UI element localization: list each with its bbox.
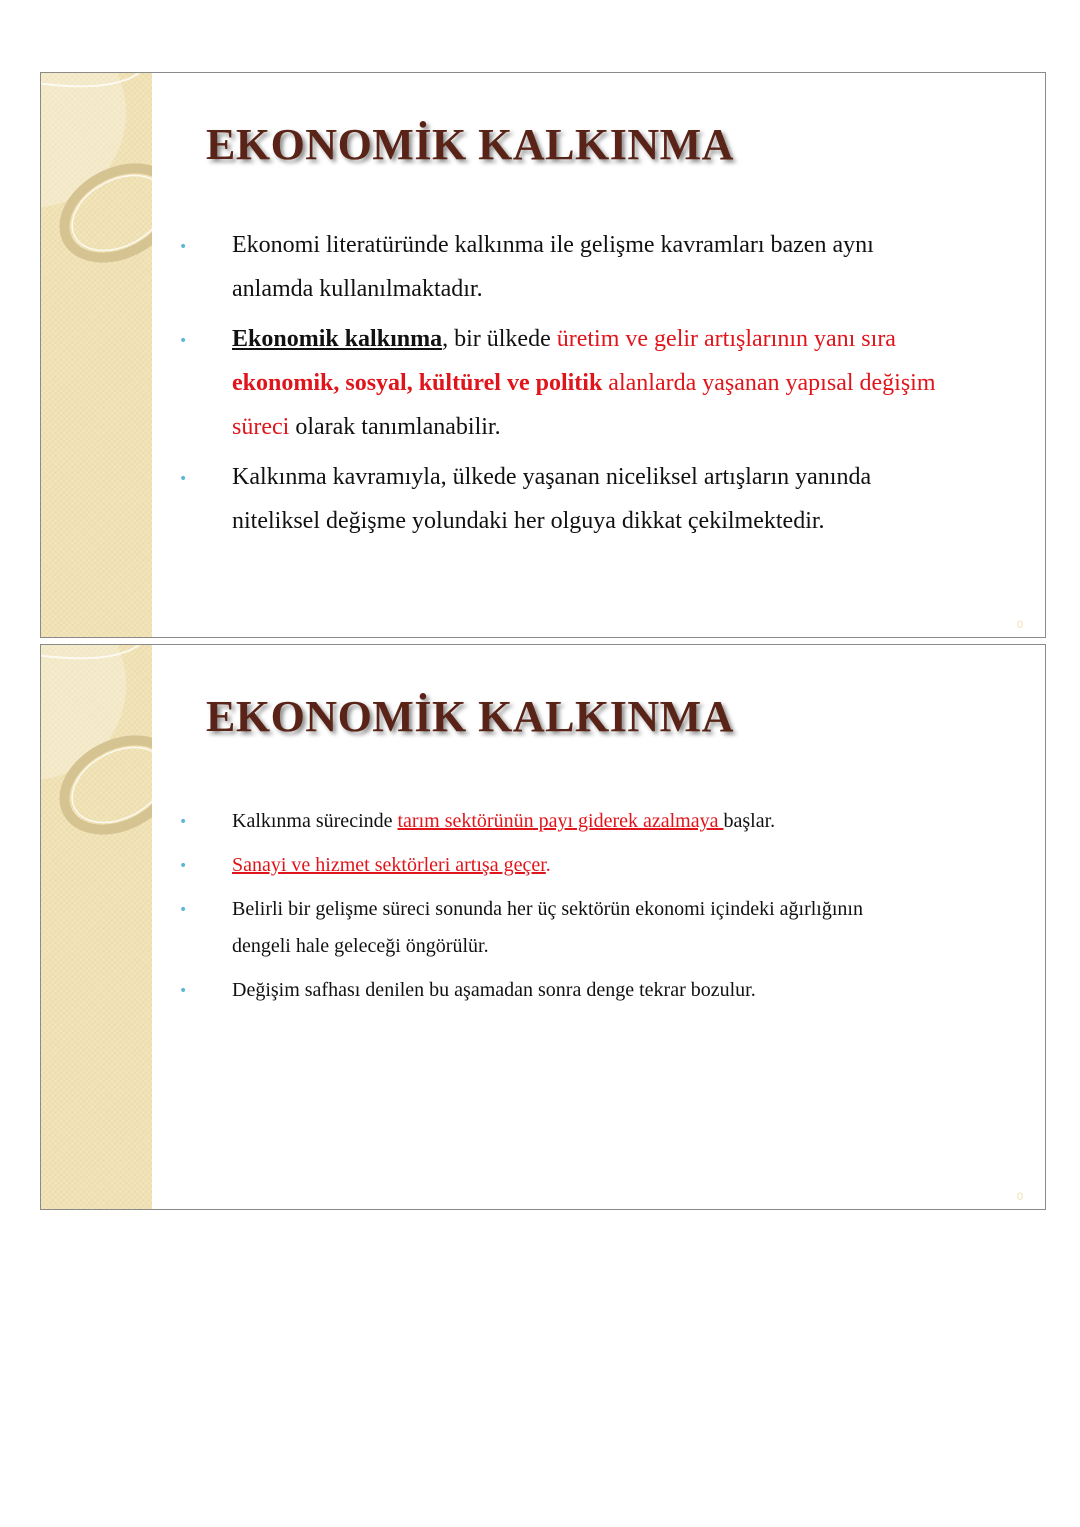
list-item (41, 847, 901, 884)
bullet-dot-icon: • (179, 471, 188, 487)
bullet-list (41, 803, 901, 1016)
list-item (41, 455, 941, 543)
highlight-text: alanlarda yaşanan yapısal değişim süreci (232, 370, 936, 440)
key-term: Ekonomik kalkınma (232, 326, 443, 352)
list-item (41, 803, 901, 840)
slide-number: 0 (1016, 1191, 1023, 1203)
bullet-dot-icon: • (179, 814, 188, 830)
list-item (41, 317, 941, 449)
bullet-dot-icon: • (179, 858, 188, 874)
highlight-text: Sanayi ve hizmet sektörleri artışa geçer (232, 854, 546, 876)
slide-1 (40, 72, 1046, 638)
bullet-dot-icon: • (179, 983, 188, 999)
bullet-dot-icon: • (179, 333, 188, 349)
list-item (41, 223, 941, 311)
highlight-bold-text: ekonomik, sosyal, kültürel ve politik (232, 370, 603, 396)
bullet-text: , bir ülkede (442, 326, 557, 352)
highlight-text: üretim ve gelir artışlarının yanı sıra (556, 326, 896, 352)
slide-number: 0 (1016, 619, 1023, 631)
bullet-list (41, 223, 941, 549)
slide-title: EKONOMİK KALKINMA (206, 692, 734, 741)
list-item (41, 891, 901, 965)
bullet-text: Kalkınma kavramıyla, ülkede yaşanan niceliksel artışların yanında niteliksel değişme yolundaki her olguya dikkat çekilmektedir. (232, 464, 872, 534)
list-item (41, 972, 901, 1009)
bullet-dot-icon: • (179, 239, 188, 255)
bullet-text: başlar. (723, 810, 776, 832)
bullet-text: Kalkınma sürecinde (232, 810, 398, 832)
highlight-text: tarım sektörünün payı giderek azalmaya (397, 810, 724, 832)
bullet-text: . (545, 854, 551, 876)
bullet-text: olarak tanımlanabilir. (289, 414, 501, 440)
bullet-text: Değişim safhası denilen bu aşamadan sonra denge tekrar bozulur. (232, 979, 756, 1001)
bullet-text: Belirli bir gelişme süreci sonunda her üç sektörün ekonomi içindeki ağırlığının dengeli hale geleceği öngörülür. (232, 898, 863, 957)
slide-2 (40, 644, 1046, 1210)
bullet-dot-icon: • (179, 902, 188, 918)
slide-title: EKONOMİK KALKINMA (206, 120, 734, 169)
bullet-text: Ekonomi literatüründe kalkınma ile gelişme kavramları bazen aynı anlamda kullanılmaktadır. (232, 232, 874, 302)
